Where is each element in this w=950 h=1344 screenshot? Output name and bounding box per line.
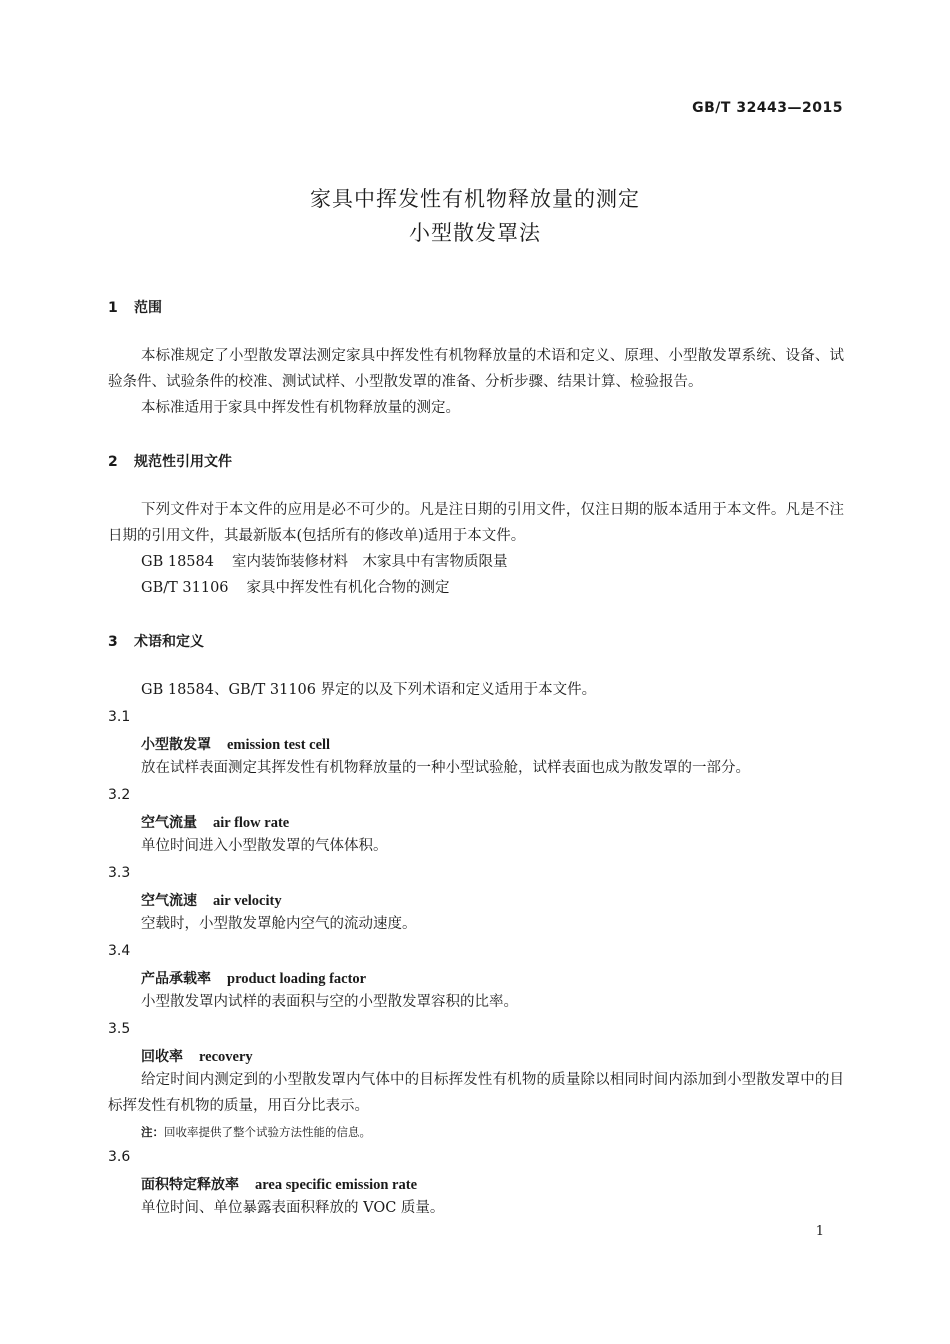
section-heading-terms (108, 631, 204, 651)
section-title: 范围 (134, 300, 162, 316)
term-zh: 小型散发罩 (141, 737, 211, 753)
term-en: recovery (199, 1049, 253, 1065)
term-heading (141, 890, 282, 910)
reference-title: 家具中挥发性有机化合物的测定 (246, 580, 450, 596)
scope-paragraph-2: 本标准适用于家具中挥发性有机物释放量的测定。 (141, 400, 460, 416)
term-number: 3.1 (108, 709, 131, 725)
term-en: air velocity (213, 893, 282, 909)
terms-intro: GB 18584、GB/T 31106 界定的以及下列术语和定义适用于本文件。 (141, 682, 597, 698)
term-number: 3.2 (108, 787, 131, 803)
term-zh: 空气流量 (141, 815, 197, 831)
term-definition: 放在试样表面测定其挥发性有机物释放量的一种小型试验舱，试样表面也成为散发罩的一部分。 (141, 760, 750, 776)
term-definition: 空载时，小型散发罩舱内空气的流动速度。 (141, 916, 417, 932)
document-title: 家具中挥发性有机物释放量的测定 (310, 187, 640, 211)
document-subtitle: 小型散发罩法 (409, 221, 541, 245)
term-heading (141, 734, 330, 754)
section-heading-normative-references (108, 451, 232, 471)
reference-item (141, 575, 450, 601)
reference-code: GB/T 31106 (141, 580, 229, 596)
term-number: 3.3 (108, 865, 131, 881)
note-text: 回收率提供了整个试验方法性能的信息。 (164, 1125, 371, 1139)
reference-title: 室内装饰装修材料 木家具中有害物质限量 (231, 554, 508, 570)
term-definition: 小型散发罩内试样的表面积与空的小型散发罩容积的比率。 (141, 994, 518, 1010)
term-number: 3.6 (108, 1149, 131, 1165)
section-number: 2 (108, 454, 118, 470)
term-heading (141, 1174, 417, 1194)
term-zh: 产品承载率 (141, 971, 211, 987)
term-definition: 给定时间内测定到的小型散发罩内气体中的目标挥发性有机物的质量除以相同时间内添加到小型散发罩中的目标挥发性有机物的质量，用百分比表示。 (108, 1072, 844, 1114)
term-zh: 空气流速 (141, 893, 197, 909)
term-definition: 单位时间、单位暴露表面积释放的 VOC 质量。 (141, 1200, 445, 1216)
standard-code: GB/T 32443—2015 (692, 100, 843, 116)
references-paragraph: 下列文件对于本文件的应用是必不可少的。凡是注日期的引用文件，仅注日期的版本适用于本文件。凡是不注日期的引用文件，其最新版本(包括所有的修改单)适用于本文件。 (108, 502, 844, 544)
term-zh: 回收率 (141, 1049, 183, 1065)
section-number: 1 (108, 300, 118, 316)
term-number: 3.5 (108, 1021, 131, 1037)
note-label: 注： (141, 1125, 164, 1139)
reference-item (141, 549, 507, 575)
section-title: 规范性引用文件 (134, 454, 232, 470)
section-heading-scope (108, 297, 162, 317)
section-title: 术语和定义 (134, 634, 204, 650)
term-en: emission test cell (227, 737, 331, 753)
term-en: area specific emission rate (255, 1177, 418, 1193)
reference-code: GB 18584 (141, 554, 214, 570)
term-en: air flow rate (213, 815, 290, 831)
term-heading (141, 968, 366, 988)
term-definition: 单位时间进入小型散发罩的气体体积。 (141, 838, 388, 854)
term-note (141, 1124, 371, 1140)
term-number: 3.4 (108, 943, 131, 959)
term-zh: 面积特定释放率 (141, 1177, 239, 1193)
term-heading (141, 1046, 253, 1066)
scope-paragraph-1: 本标准规定了小型散发罩法测定家具中挥发性有机物释放量的术语和定义、原理、小型散发罩系统、设备、试验条件、试验条件的校准、测试试样、小型散发罩的准备、分析步骤、结果计算、检验报告。 (108, 348, 844, 390)
term-heading (141, 812, 289, 832)
section-number: 3 (108, 634, 118, 650)
term-en: product loading factor (227, 971, 367, 987)
page-number: 1 (815, 1224, 824, 1239)
